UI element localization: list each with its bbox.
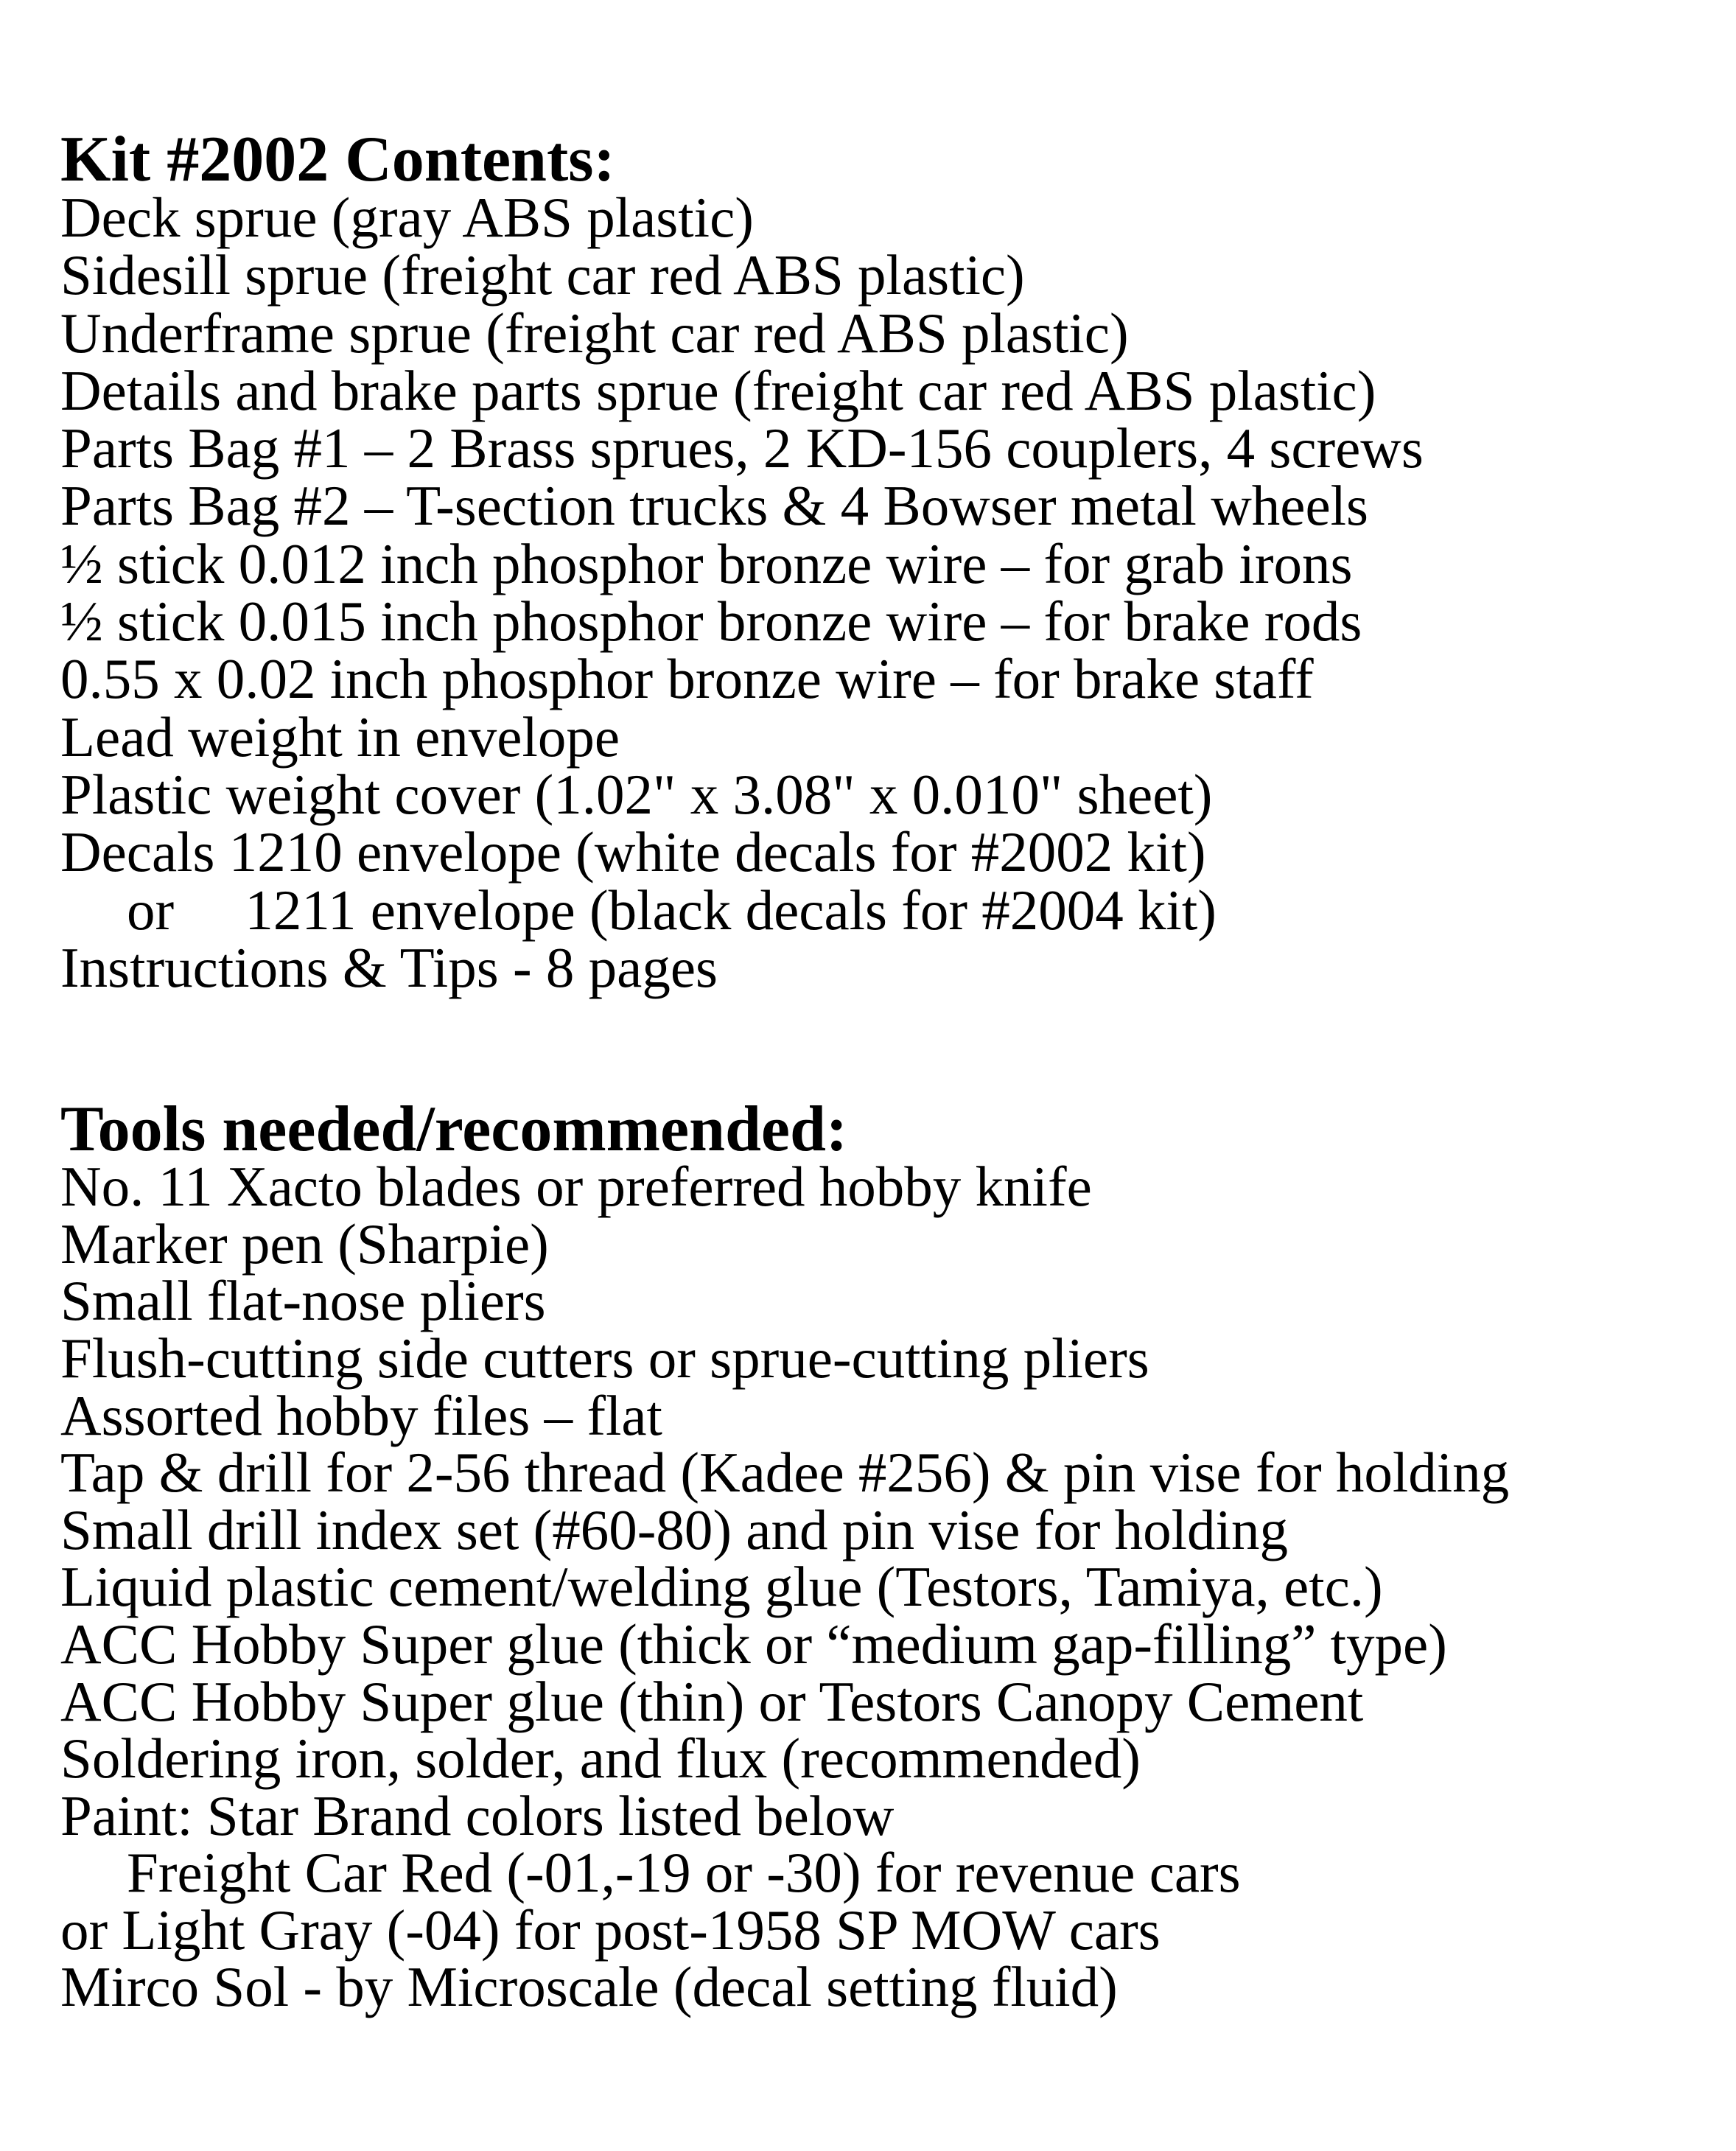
contents-item-sidesill-sprue: Sidesill sprue (freight car red ABS plastic): [60, 243, 1025, 307]
contents-item-deck-sprue: Deck sprue (gray ABS plastic): [60, 186, 754, 249]
tools-list: [60, 1155, 1736, 2019]
tools-item-marker-pen: Marker pen (Sharpie): [60, 1211, 549, 1276]
tools-item-soldering-iron: Soldering iron, solder, and flux (recommended): [60, 1727, 1141, 1791]
tools-heading: Tools needed/recommended:: [60, 1094, 848, 1166]
document-page: [60, 124, 1736, 2019]
contents-item-decals-1210: Decals 1210 envelope (white decals for #2002 kit): [60, 820, 1206, 884]
contents-item-underframe-sprue: Underframe sprue (freight car red ABS plastic): [60, 301, 1129, 365]
tools-item-hobby-files: Assorted hobby files – flat: [60, 1383, 662, 1447]
tools-item-plastic-cement: Liquid plastic cement/welding glue (Testors, Tamiya, etc.): [60, 1555, 1383, 1619]
tools-item-paint: Paint: Star Brand colors listed below: [60, 1783, 895, 1847]
contents-item-parts-bag-2: Parts Bag #2 – T-section trucks & 4 Bowser metal wheels: [60, 474, 1369, 538]
kit-contents-list: [60, 186, 1736, 999]
contents-item-weight-cover: Plastic weight cover (1.02" x 3.08" x 0.010" sheet): [60, 762, 1213, 826]
contents-item-wire-brake-staff: 0.55 x 0.02 inch phosphor bronze wire – for brake staff: [60, 647, 1314, 711]
contents-item-wire-grab-irons: ½ stick 0.012 inch phosphor bronze wire – for grab irons: [60, 531, 1353, 595]
contents-item-lead-weight: Lead weight in envelope: [60, 704, 620, 769]
tools-item-xacto-blades: No. 11 Xacto blades or preferred hobby knife: [60, 1155, 1092, 1219]
contents-item-instructions: Instructions & Tips - 8 pages: [60, 935, 718, 999]
tools-item-super-glue-thin: ACC Hobby Super glue (thin) or Testors Canopy Cement: [60, 1669, 1364, 1733]
kit-contents-section: [60, 124, 1736, 999]
tools-item-paint-light-gray: or Light Gray (-04) for post-1958 SP MOW cars: [60, 1898, 1161, 1962]
tools-item-super-glue-thick: ACC Hobby Super glue (thick or “medium gap-filling” type): [60, 1612, 1447, 1676]
tools-item-drill-index: Small drill index set (#60-80) and pin vise for holding: [60, 1497, 1288, 1561]
kit-contents-heading: Kit #2002 Contents:: [60, 124, 615, 195]
contents-item-details-brake-sprue: Details and brake parts sprue (freight car red ABS plastic): [60, 358, 1376, 422]
contents-item-decals-1211: or 1211 envelope (black decals for #2004 kit): [127, 878, 1217, 942]
contents-item-parts-bag-1: Parts Bag #1 – 2 Brass sprues, 2 KD-156 couplers, 4 screws: [60, 416, 1424, 480]
tools-item-tap-drill: Tap & drill for 2-56 thread (Kadee #256) & pin vise for holding: [60, 1441, 1510, 1505]
tools-item-side-cutters: Flush-cutting side cutters or sprue-cutting pliers: [60, 1326, 1149, 1390]
tools-item-micro-sol: Mirco Sol - by Microscale (decal setting fluid): [60, 1955, 1118, 2019]
tools-section: [60, 1094, 1736, 2019]
tools-item-flat-nose-pliers: Small flat-nose pliers: [60, 1269, 546, 1333]
tools-item-paint-freight-car-red: Freight Car Red (-01,-19 or -30) for revenue cars: [127, 1841, 1241, 1905]
contents-item-wire-brake-rods: ½ stick 0.015 inch phosphor bronze wire – for brake rods: [60, 590, 1362, 654]
